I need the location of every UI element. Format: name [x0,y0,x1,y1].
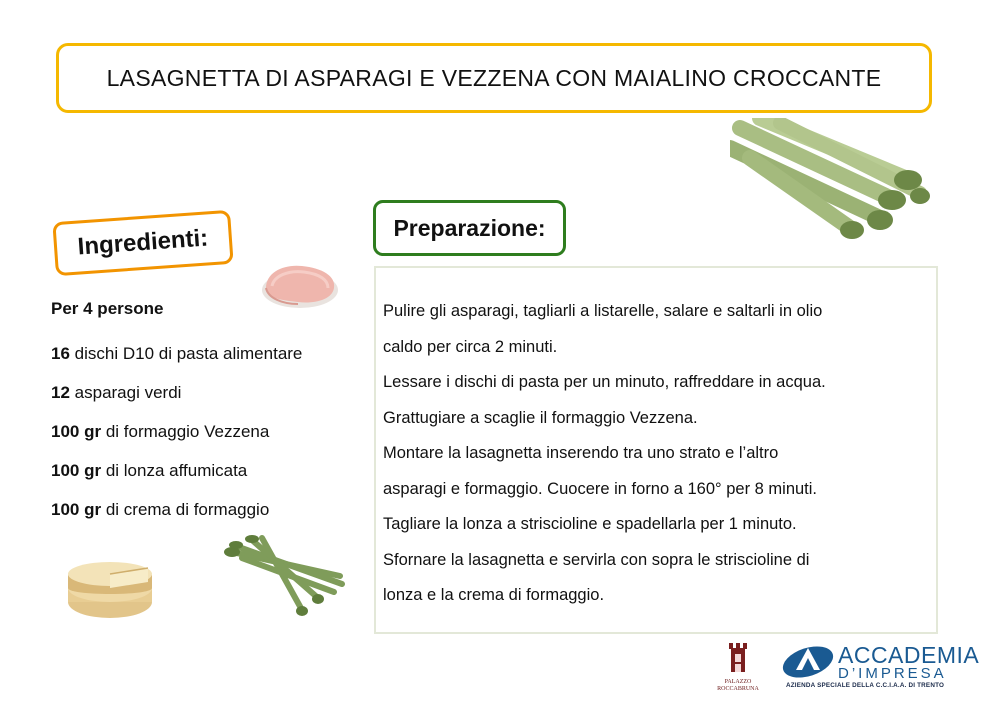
recipe-title-box [56,43,932,113]
ingredient-item [51,459,302,498]
accademia-subname: D’IMPRESA [838,665,947,682]
castle-tower-icon [723,640,753,674]
accademia-emblem-icon [780,640,836,680]
ingredient-qty: 100 gr [51,422,102,441]
ingredient-item [51,342,302,381]
ingredient-text: di crema di formaggio [105,500,270,519]
preparation-heading: Preparazione: [393,214,546,241]
preparation-line: Lessare i dischi di pasta per un minuto, raffreddare in acqua. [383,373,826,391]
ingredient-text: di formaggio Vezzena [105,422,270,441]
servings-label: Per 4 persone [51,299,164,318]
ingredient-qty: 16 [51,344,70,363]
ingredients-heading-box [52,210,233,276]
preparation-line: Grattugiare a scaglie il formaggio Vezzena. [383,408,698,427]
ingredient-qty: 100 gr [51,500,102,519]
preparation-heading-box [373,200,566,256]
preparation-line: Tagliare la lonza a striscioline e spadellarla per 1 minuto. [383,515,797,533]
ingredient-item [51,420,302,459]
preparation-line: asparagi e formaggio. Cuocere in forno a 160° per 8 minuti. [383,479,818,498]
castle-logo-line2: ROCCABRUNA [717,686,759,692]
preparation-line: Sfornare la lasagnetta e servirla con sopra le striscioline di [383,550,810,569]
ingredient-qty: 12 [51,383,70,402]
preparation-text [383,294,928,614]
palazzo-roccabruna-logo [716,640,760,692]
ham-slice-image [258,258,340,310]
preparation-line: Montare la lasagnetta inserendo tra uno strato e l’altro [383,444,779,462]
preparation-panel [374,266,938,634]
preparation-line: lonza e la crema di formaggio. [383,586,605,604]
ingredient-text: di lonza affumicata [105,461,248,480]
preparation-line: Pulire gli asparagi, tagliarli a listarelle, salare e saltarli in olio [383,302,823,320]
ingredients-heading: Ingredienti: [76,224,210,261]
ingredient-item [51,381,302,420]
preparation-line: caldo per circa 2 minuti. [383,337,558,356]
ingredient-qty: 100 gr [51,461,102,480]
asparagus-bundle-small-image [222,532,350,618]
ingredient-text: asparagi verdi [74,383,182,402]
accademia-name: ACCADEMIA [838,642,980,668]
ingredient-text: dischi D10 di pasta alimentare [74,344,303,363]
castle-logo-line1: PALAZZO [724,679,752,685]
recipe-title: LASAGNETTA DI ASPARAGI E VEZZENA CON MAIALINO CROCCANTE [106,64,882,91]
cheese-wheel-image [62,552,160,624]
accademia-impresa-logo [780,640,980,692]
ingredients-list [51,342,302,537]
asparagus-bundle-large-image [730,118,930,248]
accademia-tagline: AZIENDA SPECIALE DELLA C.C.I.A.A. DI TRENTO [786,682,945,689]
